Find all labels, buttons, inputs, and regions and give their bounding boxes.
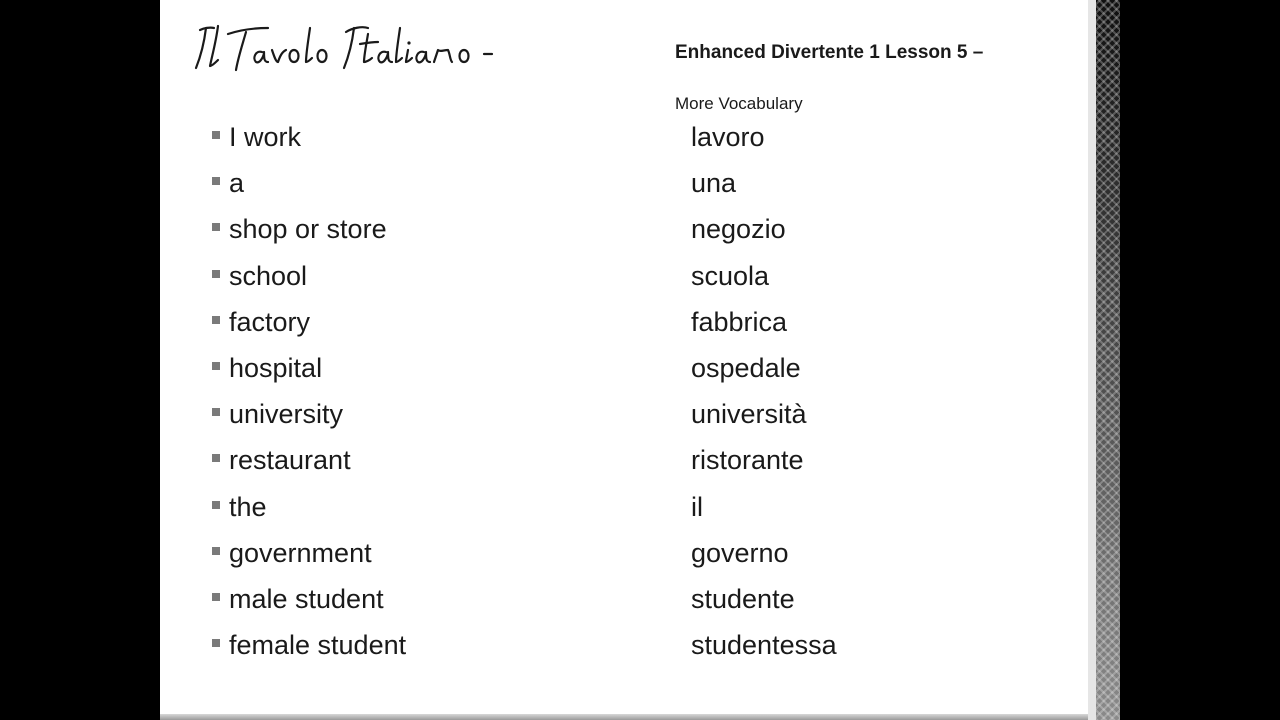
square-bullet-icon bbox=[212, 547, 220, 555]
lesson-title: Enhanced Divertente 1 Lesson 5 – bbox=[675, 42, 984, 63]
slide bbox=[160, 0, 1088, 714]
english-term: university bbox=[229, 399, 344, 430]
decorative-side-pattern bbox=[1096, 0, 1120, 720]
vocab-row bbox=[160, 486, 1088, 532]
vocab-row bbox=[160, 578, 1088, 624]
vocab-row bbox=[160, 301, 1088, 347]
vocab-row bbox=[160, 624, 1088, 670]
italian-term: studente bbox=[691, 583, 795, 614]
english-term: government bbox=[229, 537, 372, 568]
vocab-row bbox=[160, 439, 1088, 485]
square-bullet-icon bbox=[212, 131, 220, 139]
vocab-row bbox=[160, 116, 1088, 162]
square-bullet-icon bbox=[212, 454, 220, 462]
italian-term: governo bbox=[691, 537, 789, 568]
italian-term: ospedale bbox=[691, 352, 801, 383]
english-term: the bbox=[229, 491, 267, 522]
english-term: I work bbox=[229, 122, 302, 152]
slide-right-border bbox=[1088, 0, 1096, 720]
english-term: restaurant bbox=[229, 445, 351, 476]
vocab-row bbox=[160, 347, 1088, 393]
square-bullet-icon bbox=[212, 316, 220, 324]
square-bullet-icon bbox=[212, 639, 220, 647]
vocab-row bbox=[160, 208, 1088, 254]
vocab-row bbox=[160, 255, 1088, 301]
italian-term: scuola bbox=[691, 260, 770, 291]
square-bullet-icon bbox=[212, 362, 220, 370]
handwritten-logo bbox=[192, 16, 522, 76]
italian-term: studentessa bbox=[691, 630, 837, 661]
italian-term: una bbox=[691, 168, 737, 199]
slide-shadow-edge bbox=[160, 714, 1120, 720]
english-term: factory bbox=[229, 306, 311, 337]
english-term: female student bbox=[229, 630, 407, 661]
square-bullet-icon bbox=[212, 593, 220, 601]
english-term: school bbox=[229, 260, 308, 291]
english-term: male student bbox=[229, 583, 384, 614]
italian-term: lavoro bbox=[691, 122, 765, 152]
square-bullet-icon bbox=[212, 223, 220, 231]
italian-term: università bbox=[691, 399, 807, 430]
italian-term: ristorante bbox=[691, 445, 804, 476]
square-bullet-icon bbox=[212, 270, 220, 278]
vocab-row bbox=[160, 162, 1088, 208]
vocabulary-list bbox=[160, 116, 1088, 670]
english-term: a bbox=[229, 168, 245, 199]
lesson-subtitle: More Vocabulary bbox=[675, 94, 803, 113]
vocab-row bbox=[160, 532, 1088, 578]
vocab-row bbox=[160, 393, 1088, 439]
square-bullet-icon bbox=[212, 501, 220, 509]
english-term: hospital bbox=[229, 352, 323, 383]
square-bullet-icon bbox=[212, 177, 220, 185]
square-bullet-icon bbox=[212, 408, 220, 416]
italian-term: negozio bbox=[691, 214, 786, 245]
italian-term: fabbrica bbox=[691, 306, 788, 337]
english-term: shop or store bbox=[229, 214, 387, 245]
italian-term: il bbox=[691, 491, 703, 522]
